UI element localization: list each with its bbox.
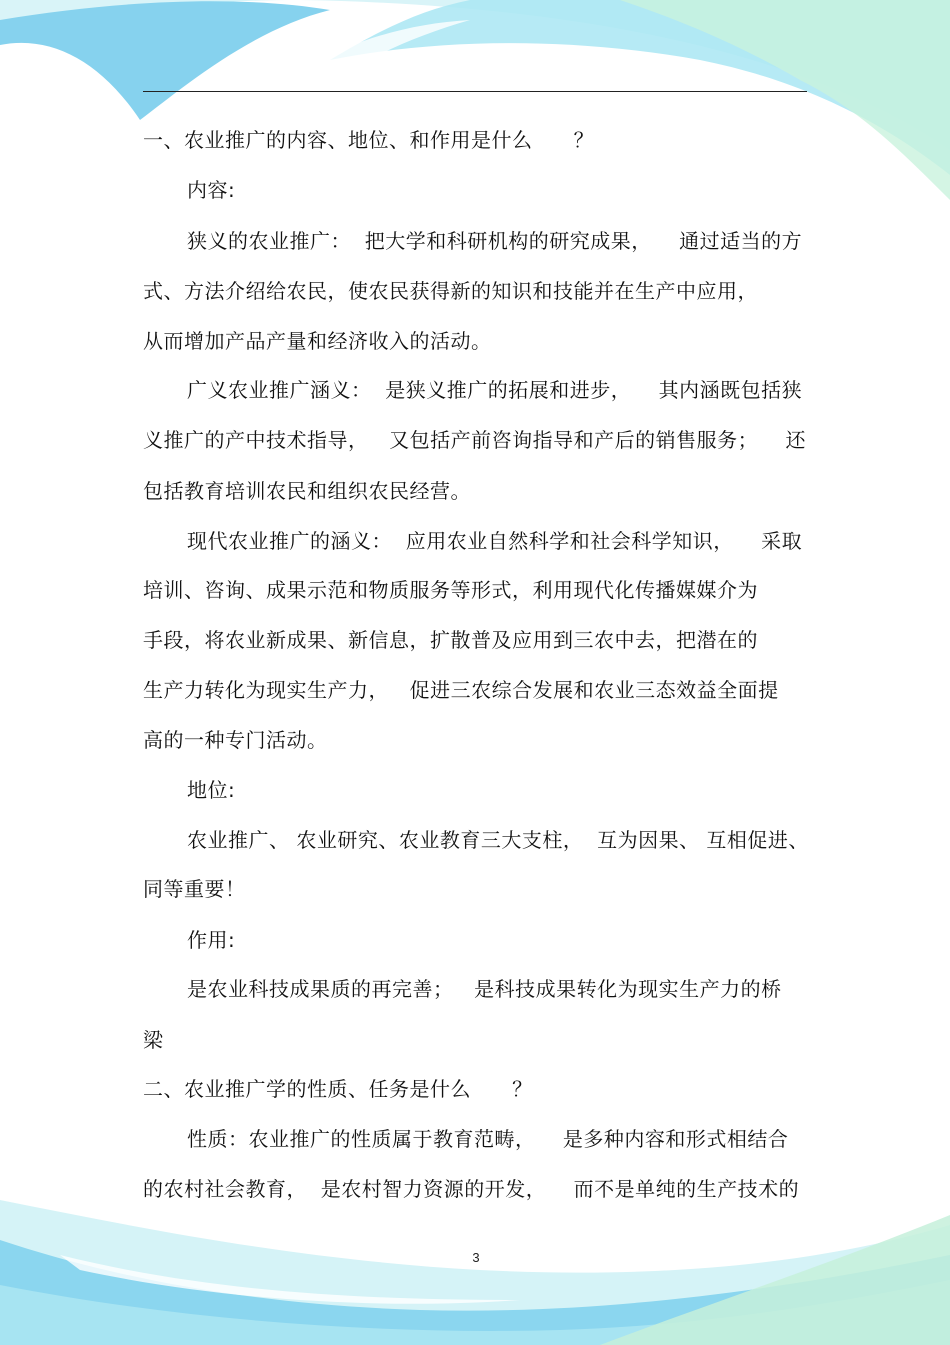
paragraph-line: 生产力转化为现实生产力， 促进三农综合发展和农业三态效益全面提 [143, 678, 779, 702]
paragraph-line: 手段，将农业新成果、新信息，扩散普及应用到三农中去，把潜在的 [143, 628, 758, 652]
paragraph-line: 狭义的农业推广： 把大学和科研机构的研究成果， 通过适当的方 [187, 229, 803, 253]
paragraph-line: 同等重要！ [143, 877, 246, 901]
paragraph-line: 高的一种专门活动。 [143, 728, 328, 752]
header-rule [143, 91, 807, 92]
heading-question-2: 二、农业推广学的性质、任务是什么 ？ [143, 1077, 533, 1101]
paragraph-line: 包括教育培训农民和组织农民经营。 [143, 479, 471, 503]
section-label-content: 内容: [187, 178, 236, 202]
top-wave-white-swirl-2 [520, 80, 780, 110]
paragraph-line: 农业推广、 农业研究、农业教育三大支柱， 互为因果、 互相促进、 [187, 828, 809, 852]
section-label-function: 作用: [187, 928, 236, 952]
heading-question-1: 一、农业推广的内容、地位、和作用是什么 ？ [143, 128, 595, 152]
paragraph-line: 是农业科技成果质的再完善； 是科技成果转化为现实生产力的桥 [187, 977, 782, 1001]
paragraph-line: 性质：农业推广的性质属于教育范畴， 是多种内容和形式相结合 [187, 1127, 789, 1151]
section-label-position: 地位: [187, 778, 236, 802]
paragraph-line: 梁 [143, 1028, 164, 1052]
page-number: 3 [472, 1250, 480, 1265]
paragraph-line: 从而增加产品产量和经济收入的活动。 [143, 329, 492, 353]
paragraph-line: 式、方法介绍给农民，使农民获得新的知识和技能并在生产中应用， [143, 279, 758, 303]
paragraph-line: 培训、咨询、成果示范和物质服务等形式，利用现代化传播媒媒介为 [143, 578, 758, 602]
paragraph-line: 义推广的产中技术指导， 又包括产前咨询指导和产后的销售服务； 还 [143, 428, 807, 452]
paragraph-line: 现代农业推广的涵义： 应用农业自然科学和社会科学知识， 采取 [187, 529, 803, 553]
paragraph-line: 广义农业推广涵义： 是狭义推广的拓展和进步， 其内涵既包括狭 [187, 378, 803, 402]
paragraph-line: 的农村社会教育， 是农村智力资源的开发， 而不是单纯的生产技术的 [143, 1177, 800, 1201]
